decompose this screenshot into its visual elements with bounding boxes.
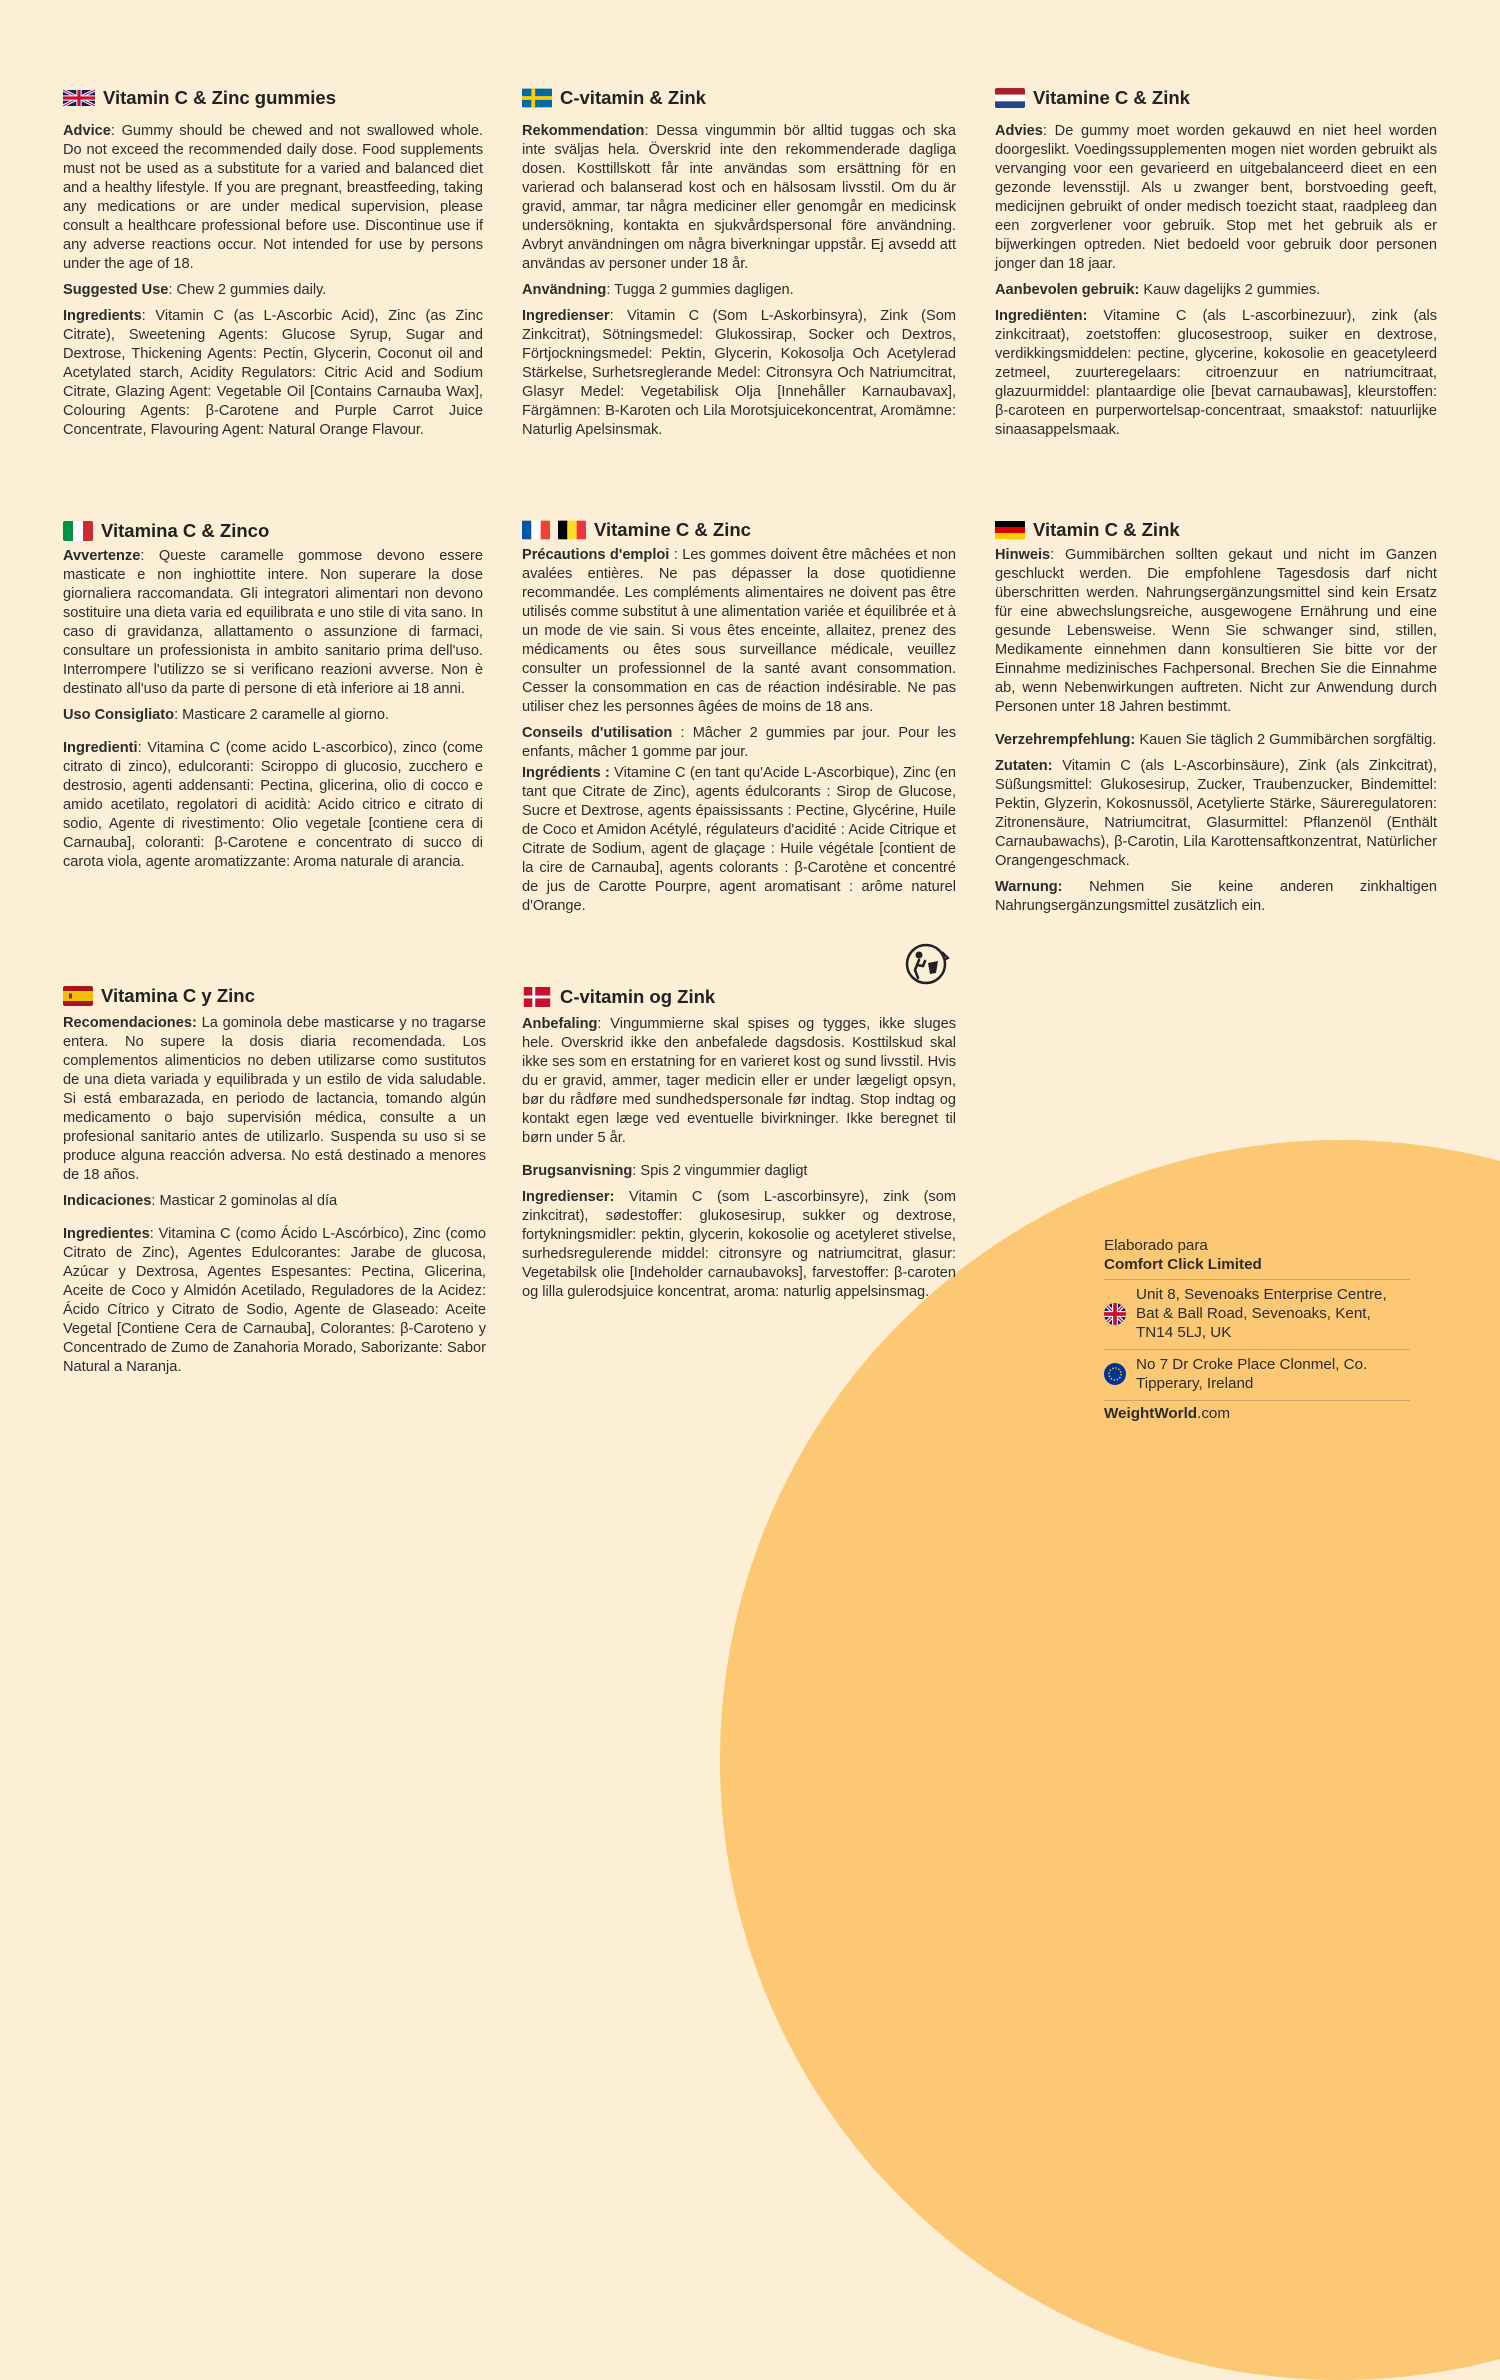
advice-paragraph [63, 547, 483, 699]
use-text: Kauw dagelijks 2 gummies. [1139, 282, 1321, 298]
ie-address-row [1104, 1349, 1410, 1400]
recycle-icon [904, 942, 952, 986]
ingredients-text: Vitamin C (som L-ascorbinsyre), zink (som zinkcitrat), sødestoffer: glukosesirup, sukker og dextrose, fortykningsmidler: pektin, glycerin, kokosolie og acetyleret stivelse, surhedsregulerende middel: citronsyre og natriumcitrat, glasur: Vegetabilsk olie [Indeholder carnaubavoks], farvestoffer: β-caroten og lilla gulerodsjuice koncentrat, aroma: naturlig appelsinsmag. [522, 1189, 956, 1300]
section-fr-heading [522, 518, 956, 542]
section-it [63, 519, 483, 879]
advice-label: Recomendaciones: [63, 1015, 197, 1031]
denmark-flag-icon [522, 987, 552, 1007]
section-se-heading [522, 86, 956, 110]
germany-flag-icon [995, 520, 1025, 540]
section-uk-heading [63, 86, 483, 110]
spain-flag-icon [63, 986, 93, 1006]
section-title: Vitamin C & Zink [1033, 519, 1180, 540]
ingredients-label: Ingredienti [63, 740, 138, 756]
use-text: : Tugga 2 gummies dagligen. [606, 282, 794, 298]
advice-label: Advies [995, 123, 1043, 139]
section-nl [995, 86, 1437, 447]
uk-address-text: Unit 8, Sevenoaks Enterprise Centre, Bat & Ball Road, Sevenoaks, Kent, TN14 5LJ, UK [1136, 1286, 1387, 1341]
uk-flag-icon [63, 88, 95, 108]
advice-text: : Gummibärchen sollten gekaut und nicht im Ganzen geschluckt werden. Die empfohlene Tagesdosis darf nicht überschritten werden. Nahrungsergänzungsmittel sind kein Ersatz für eine abwechslungsreiche, ausgewogene Ernährung und eine gesunde Lebensweise. Wenn Sie schwanger sind, stillen, Medikamente einnehmen dann konsultieren Sie bitte vor der Einnahme medizinisches Fachpersonal. Brechen Sie die Einnahme ab, wenn Nebenwirkungen auftreten. Nicht zur Anwendung durch Personen unter 18 Jahren bestimmt. [995, 547, 1437, 715]
advice-paragraph [995, 122, 1437, 274]
advice-text: : De gummy moet worden gekauwd en niet heel worden doorgeslikt. Voedingssupplementen mogen niet worden gebruikt als vervanging voor een gevarieerd en uitgebalanceerd dieet en een gezonde levensstijl. Als u zwanger bent, borstvoeding geeft, medicijnen gebruikt of onder medisch toezicht staat, raadpleeg dan een zorgverlener voor gebruik. Stop met het gebruik als er bijwerkingen optreden. Niet bedoeld voor gebruik door personen jonger dan 18 jaar. [995, 123, 1437, 272]
advice-text: : Queste caramelle gommose devono essere masticate e non inghiottite intere. Non superare la dose giornaliera raccomandata. Gli integratori alimentari non devono sostituire una dieta varia ed equilibrata e uno stile di vita sano. In caso di gravidanza, allattamento o assunzione di farmaci, consultare un professionista in ambito sanitario prima dell'uso. Interrompere l'utilizzo se si verificano reazioni avverse. Non è destinato all'uso da parte di persone di età inferiore ai 18 anni. [63, 548, 483, 697]
section-es-heading [63, 984, 486, 1008]
use-label: Indicaciones [63, 1193, 152, 1209]
eu-flag-icon [1104, 1363, 1126, 1385]
use-label: Brugsanvisning [522, 1163, 633, 1179]
use-label: Uso Consigliato [63, 707, 175, 723]
section-title: C-vitamin & Zink [560, 87, 706, 108]
advice-label: Anbefaling [522, 1016, 598, 1032]
advice-text: : Les gommes doivent être mâchées et non avalées entières. Ne pas dépasser la dose quotidienne recommandée. Les compléments alimentaires ne doivent pas être utilisés comme substitut à une alimentation variée et équilibrée et à un mode de vie sain. Si vous êtes enceinte, allaitez, prenez des médicaments ou êtes sous surveillance médicale, veuillez consulter un professionnel de la santé avant consommation. Cesser la consommation en cas de réaction indésirable. Ne pas utiliser chez les personnes âgées de moins de 18 ans. [522, 547, 956, 715]
section-title: Vitamina C y Zinc [101, 985, 255, 1006]
netherlands-flag-icon [995, 88, 1025, 108]
use-paragraph [995, 281, 1437, 300]
section-title: Vitamine C & Zink [1033, 87, 1190, 108]
advice-paragraph [63, 122, 483, 274]
advice-text: : Gummy should be chewed and not swallowed whole. Do not exceed the recommended daily dose. Food supplements must not be used as a substitute for a varied and balanced diet and a healthy lifestyle. If you are pregnant, breastfeeding, taking any medications or are under medical supervision, please consult a healthcare professional before use. Discontinue use if any adverse reactions occur. Not intended for use by persons under the age of 18. [63, 123, 483, 272]
ingredients-paragraph [63, 1225, 486, 1377]
manufacturer-address [1104, 1236, 1410, 1430]
ingredients-paragraph [522, 764, 956, 916]
ingredients-paragraph [63, 307, 483, 440]
ingredients-paragraph [995, 757, 1437, 871]
ingredients-text: Vitamine C (als L-ascorbinezuur), zink (als zinkcitraat), zoetstoffen: glucosestroop, suiker en dextrose, verdikkingsmiddelen: pectine, glycerine, kokosolie en geacetyleerd zetmeel, zuurteregelaars: citroenzuur en natriumcitraat, glazuurmiddel: plantaardige olie [bevat carnaubawas], kleurstoffen: β-caroteen en purperwortelsap-concentraat, smaakstof: natuurlijke sinaasappelsmaak. [995, 308, 1437, 438]
warning-text: Nehmen Sie keine anderen zinkhaltigen Nahrungsergänzungsmittel zusätzlich ein. [995, 879, 1437, 914]
use-paragraph [522, 281, 956, 300]
section-de-heading [995, 518, 1437, 542]
use-text: Kauen Sie täglich 2 Gummibärchen sorgfältig. [1135, 732, 1437, 748]
belgium-flag-icon [558, 520, 586, 540]
use-label: Suggested Use [63, 282, 169, 298]
website-domain: .com [1197, 1405, 1231, 1422]
section-dk-heading [522, 985, 956, 1009]
website-brand: WeightWorld [1104, 1405, 1198, 1422]
warning-paragraph [995, 878, 1437, 916]
section-title: Vitamine C & Zinc [594, 519, 751, 540]
uk-round-flag-icon [1104, 1303, 1126, 1325]
section-fr [522, 518, 956, 923]
ingredients-label: Zutaten: [995, 758, 1053, 774]
advice-paragraph [522, 1015, 956, 1148]
advice-label: Hinweis [995, 547, 1051, 563]
company-name: Comfort Click Limited [1104, 1256, 1262, 1273]
advice-label: Avvertenze [63, 548, 141, 564]
uk-address-row [1104, 1279, 1410, 1349]
advice-paragraph [522, 122, 956, 274]
advice-text: : Vingummierne skal spises og tygges, ikke sluges hele. Overskrid ikke den anbefalede dagsdosis. Kosttilskud skal ikke ses som en erstatning for en varieret kost og sund livsstil. Hvis du er gravid, ammer, tager medicin eller er under lægeligt opsyn, bør du rådføre med sundhedspersonale før indtag. Stop indtag og kontakt egen læge ved eventuelle bivirkninger. Ikke beregnet til børn under 5 år. [522, 1016, 956, 1146]
ingredients-label: Ingredienser: [522, 1189, 615, 1205]
section-se [522, 86, 956, 447]
use-text: : Masticar 2 gominolas al día [151, 1193, 338, 1209]
ingredients-label: Ingredientes [63, 1226, 150, 1242]
website-link[interactable] [1104, 1404, 1230, 1423]
sweden-flag-icon [522, 88, 552, 108]
use-label: Aanbevolen gebruik: [995, 282, 1140, 298]
use-text: : Masticare 2 caramelle al giorno. [174, 707, 390, 723]
use-paragraph [63, 706, 483, 725]
advice-paragraph [63, 1014, 486, 1185]
warning-label: Warnung: [995, 879, 1063, 895]
ingredients-paragraph [522, 1188, 956, 1302]
use-paragraph [522, 724, 956, 762]
ingredients-text: : Vitamina C (come acido L-ascorbico), zinco (come citrato di zinco), edulcoranti: Sciroppo di glucosio, zucchero e destrosio, agenti addensanti: Pectina, glicerina, olio di cocco e amido acetilato, regolatori di acidità: Acido citrico e citrato di sodio, Agente di rivestimento: Olio vegetale [contiene cera di Carnauba], coloranti: β-Carotene e concentrato di succo di carota viola, agente aromatizzante: Aroma naturale di arancia. [63, 740, 483, 870]
ingredients-label: Ingredients [63, 308, 142, 324]
section-dk [522, 985, 956, 1309]
advice-label: Précautions d'emploi [522, 547, 670, 563]
section-nl-heading [995, 86, 1437, 110]
advice-paragraph [995, 546, 1437, 717]
use-label: Användning [522, 282, 607, 298]
section-it-heading [63, 519, 483, 543]
website-row[interactable] [1104, 1400, 1410, 1430]
advice-text: : Dessa vingummin bör alltid tuggas och ska inte sväljas hela. Överskrid inte den rekommenderade dagliga dosen. Kosttillskott får inte användas som ersättning för en varierad och balanserad kost och en hälsosam livsstil. Om du är gravid, ammar, tar några mediciner eller genomgår en medicinsk undersökning, kontakta en sjukvårdspersonal före användning. Avbryt användningen om några biverkningar uppstår. Ej avsedd att användas av personer under 18 år. [522, 123, 956, 272]
ingredients-label: Ingrédients : [522, 765, 610, 781]
use-paragraph [522, 1162, 956, 1181]
advice-label: Rekommendation [522, 123, 645, 139]
use-paragraph [995, 731, 1437, 750]
ingredients-paragraph [63, 739, 483, 872]
use-text: : Chew 2 gummies daily. [168, 282, 327, 298]
use-label: Conseils d'utilisation [522, 725, 673, 741]
use-paragraph [63, 1192, 486, 1211]
ingredients-text: : Vitamin C (Som L-Askorbinsyra), Zink (Som Zinkcitrat), Sötningsmedel: Glukossirap, Socker och Dextros, Förtjockningsmedel: Pektin, Glycerin, Kokosolja Och Acetylerad Stärkelse, Surhetsreglerande Medel: Citronsyra Och Natriumcitrat, Glasyr Medel: Vegetabilisk Olja [Innehåller Karnaubavax], Färgämnen: Β-Karoten och Lila Morotsjuicekoncentrat, Aromämne: Naturlig Apelsinsmak. [522, 308, 956, 438]
made-for-label: Elaborado para [1104, 1237, 1208, 1254]
ingredients-text: : Vitamina C (como Ácido L-Ascórbico), Zinc (como Citrato de Zinc), Agentes Edulcorantes: Jarabe de glucosa, Azúcar y Dextrosa, Agentes Espesantes: Pectina, Glicerina, Aceite de Coco y Almidón Acetilado, Reguladores de la Acidez: Ácido Cítrico y Citrato de Sodio, Agente de Glaseado: Aceite Vegetal [Contiene Cera de Carnauba], Colorantes: β-Caroteno y Concentrado de Zumo de Zanahoria Morado, Saborizante: Sabor Natural a Naranja. [63, 1226, 486, 1375]
ingredients-text: Vitamin C (als L-Ascorbinsäure), Zink (als Zinkcitrat), Süßungsmittel: Glukosesirup, Zucker, Traubenzucker, Bindemittel: Pektin, Glyzerin, Kokosnussöl, Acetylierte Stärke, Säureregulatoren: Zitronensäure, Natriumcitrat, Glasurmittel: Pflanzenöl (Enthält Carnaubawachs), β-Carotin, Lila Karottensaftkonzentrat, Natürlicher Orangengeschmack. [995, 758, 1437, 869]
ingredients-label: Ingrediënten: [995, 308, 1088, 324]
section-title: Vitamina C & Zinco [101, 520, 270, 541]
france-flag-icon [522, 520, 550, 540]
ie-address-text: No 7 Dr Croke Place Clonmel, Co. Tipperary, Ireland [1136, 1356, 1368, 1392]
use-text: : Spis 2 vingummier dagligt [632, 1163, 808, 1179]
section-title: C-vitamin og Zink [560, 986, 716, 1007]
section-es [63, 984, 486, 1384]
section-title: Vitamin C & Zinc gummies [103, 87, 337, 108]
use-paragraph [63, 281, 483, 300]
use-label: Verzehrempfehlung: [995, 732, 1136, 748]
advice-text: La gominola debe masticarse y no tragarse entera. No supere la dosis diaria recomendada. Los complementos alimenticios no deben utilizarse como sustitutos de una dieta variada y equilibrada y un estilo de vida saludable. Si está embarazada, en periodo de lactancia, tomando algún medicamento o bajo supervisión médica, consulte a un profesional sanitario antes de utilizarlo. Suspenda su uso si se produce alguna reacción adversa. No está destinado a menores de 18 años. [63, 1015, 486, 1183]
advice-label: Advice [63, 123, 111, 139]
section-uk [63, 86, 483, 447]
italy-flag-icon [63, 521, 93, 541]
advice-paragraph [522, 546, 956, 717]
ingredients-text: : Vitamin C (as L-Ascorbic Acid), Zinc (as Zinc Citrate), Sweetening Agents: Glucose Syrup, Sugar and Dextrose, Thickening Agents: Pectin, Glycerin, Coconut oil and Acetylated starch, Acidity Regulators: Citric Acid and Sodium Citrate, Glazing Agent: Vegetable Oil [Contains Carnauba Wax], Colouring Agents: β-Carotene and Purple Carrot Juice Concentrate, Flavouring Agent: Natural Orange Flavour. [63, 308, 483, 438]
ingredients-paragraph [522, 307, 956, 440]
ingredients-paragraph [995, 307, 1437, 440]
ingredients-text: Vitamine C (en tant qu'Acide L-Ascorbique), Zinc (en tant que Citrate de Zinc), agents édulcorants : Sirop de Glucose, Sucre et Dextrose, agents épaississants : Pectine, Glycérine, Huile de Coco et Amidon Acétylé, régulateurs d'acidité : Acide Citrique et Citrate de Sodium, agent de glaçage : Huile végétale [contient de la cire de Carnauba], agents colorants : β-Carotène et concentré de jus de Carotte Pourpre, agent aromatisant : arôme naturel d'Orange. [522, 765, 956, 914]
section-de [995, 518, 1437, 923]
use-text: : Mâcher 2 gummies par jour. Pour les enfants, mâcher 1 gomme par jour. [522, 725, 956, 760]
ingredients-label: Ingredienser [522, 308, 610, 324]
